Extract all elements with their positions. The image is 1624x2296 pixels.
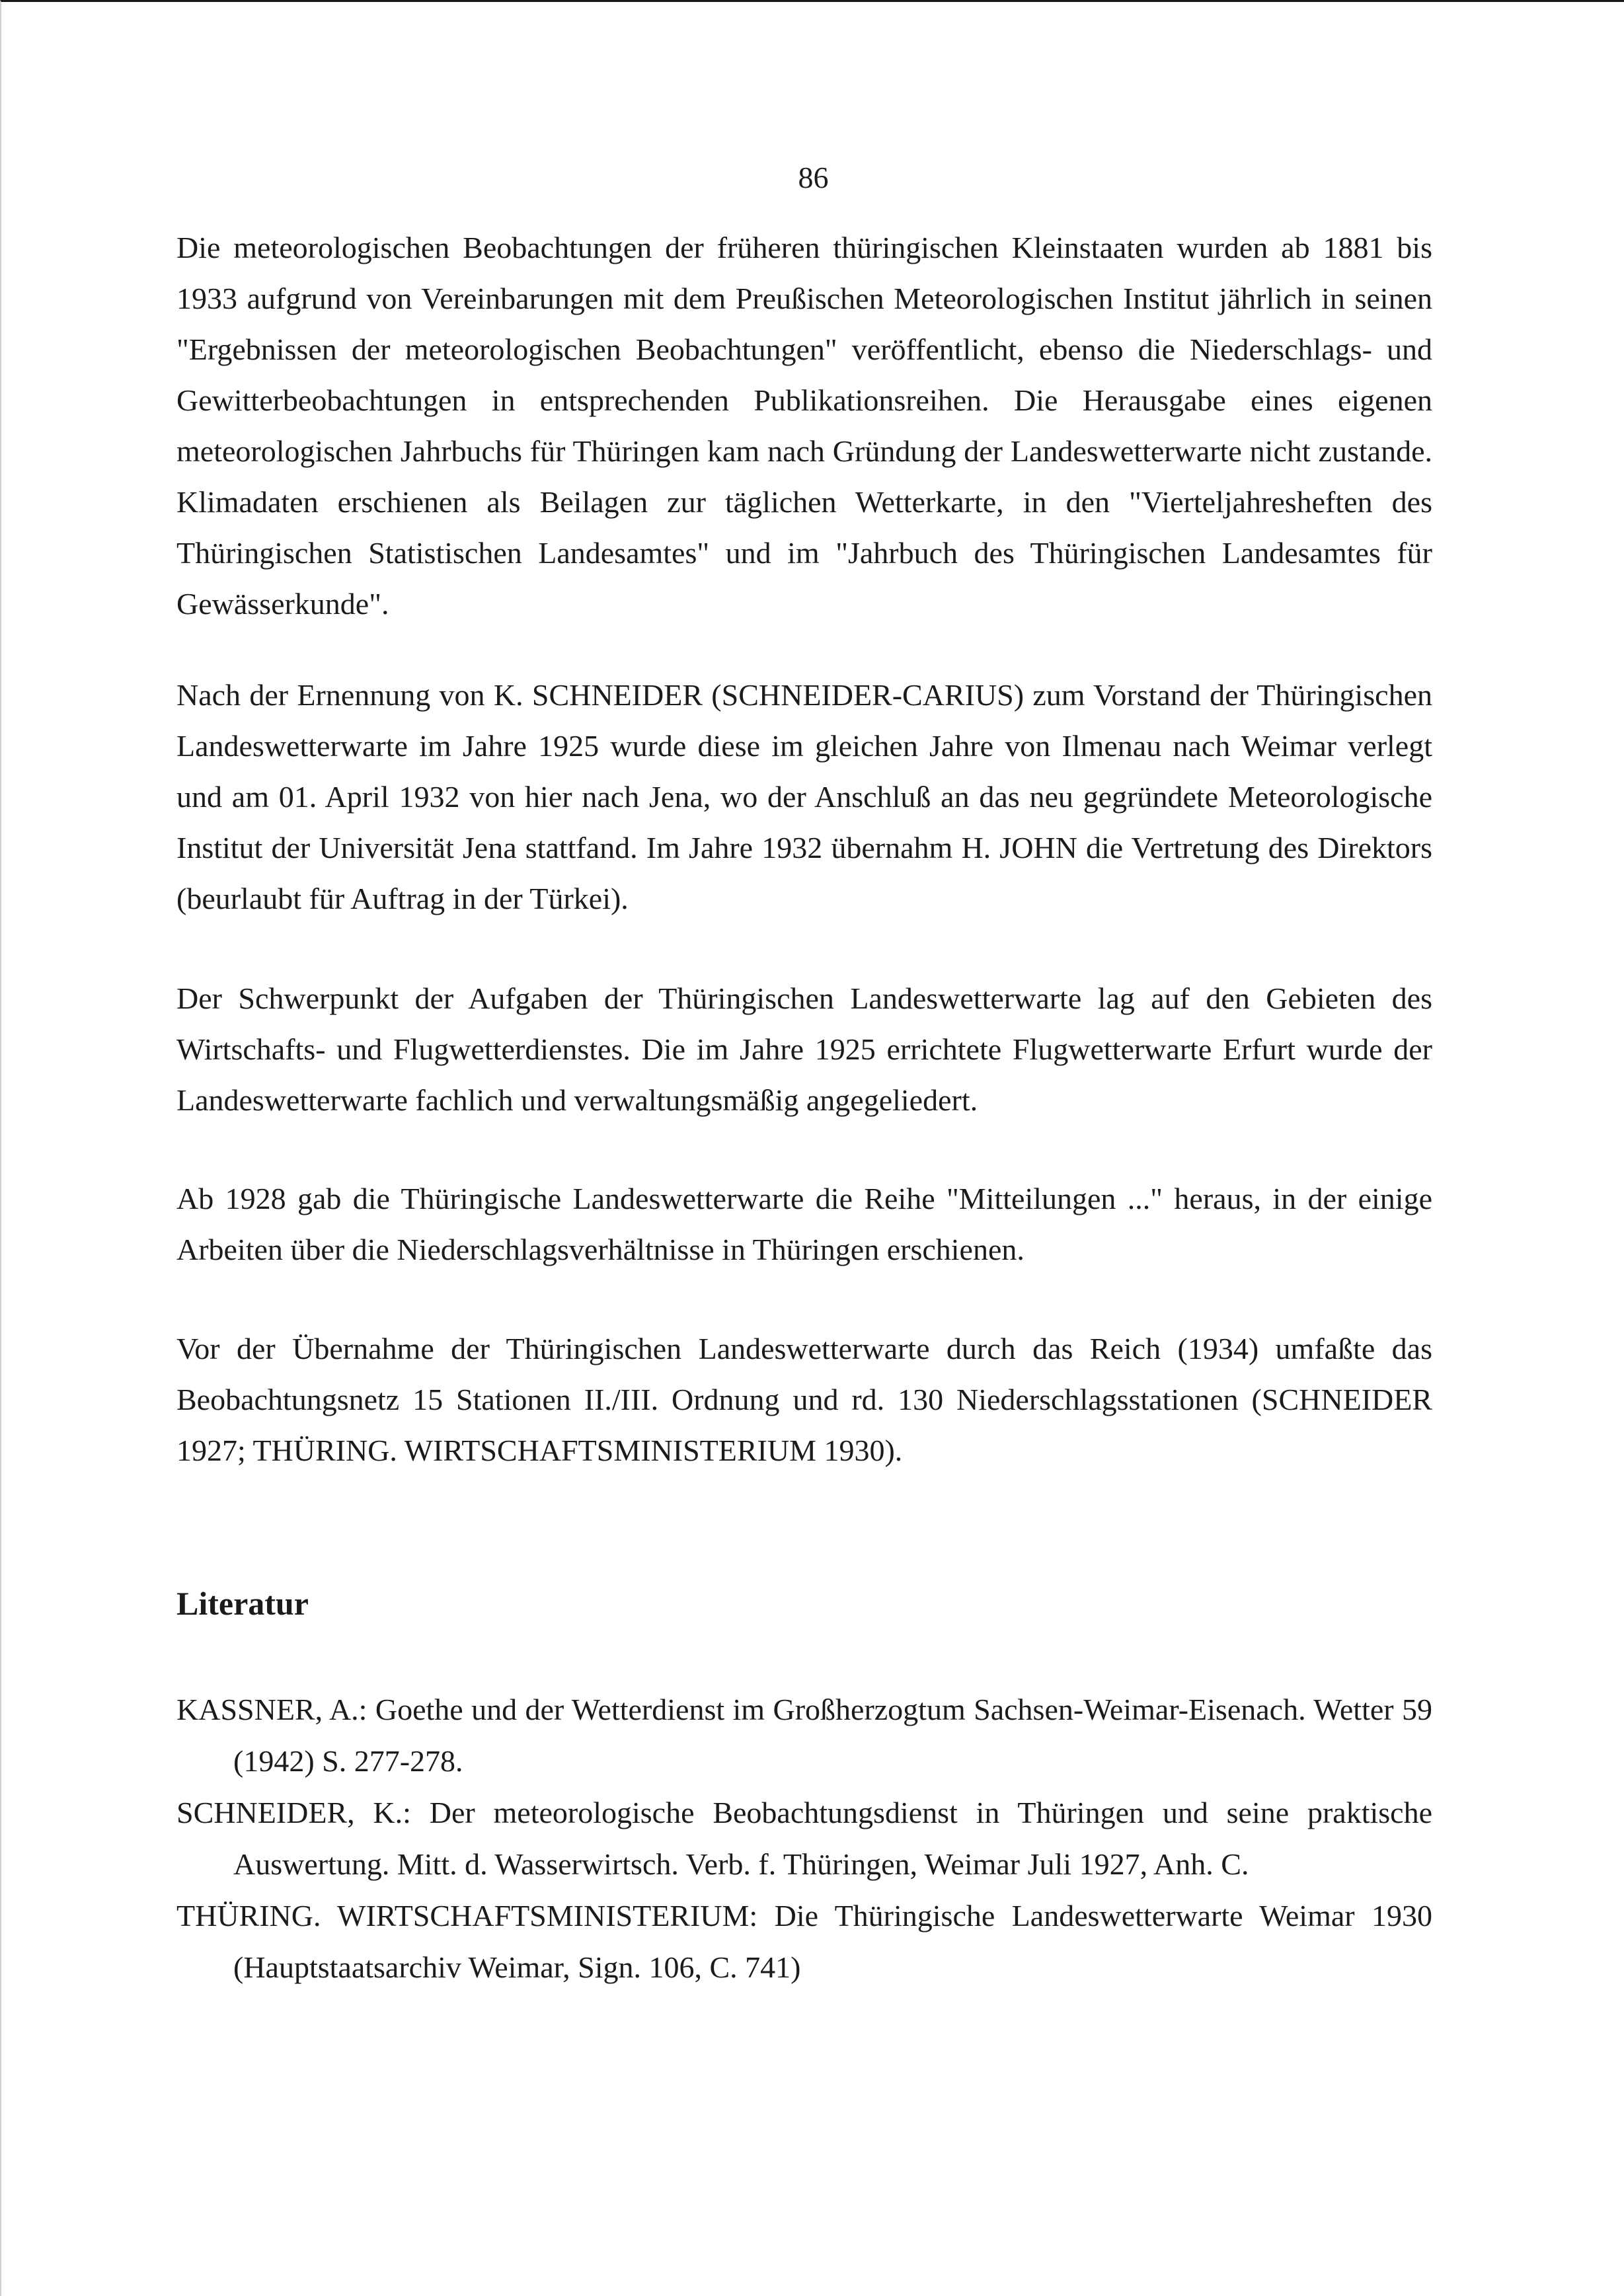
paragraph-schneider-appointment: Nach der Ernennung von K. SCHNEIDER (SCHNEIDER-CARIUS) zum Vorstand der Thüringischen Landeswetterwarte im Jahre 1925 wurde diese im gleichen Jahre von Ilmenau nach Weimar verlegt und am 01. April 1932 von hier nach Jena, wo der Anschluß an das neu gegründete Meteorologische Institut der Universität Jena stattfand. Im Jahre 1932 übernahm H. JOHN die Vertretung des Direktors (beurlaubt für Auftrag in der Türkei). [176, 678, 1432, 915]
reference-item: THÜRING. WIRTSCHAFTSMINISTERIUM: Die Thüringische Landeswetterwarte Weimar 1930 (Hauptstaatsarchiv Weimar, Sign. 106, C. 741) [176, 1899, 1432, 1984]
reference-list [176, 1684, 1432, 1993]
page-number: 86 [798, 161, 829, 194]
literature-heading: Literatur [176, 1585, 309, 1622]
paragraph-observation-network: Vor der Übernahme der Thüringischen Landeswetterwarte durch das Reich (1934) umfaßte das Beobachtungsnetz 15 Stationen II./III. Ordnung und rd. 130 Niederschlagsstationen (SCHNEIDER 1927; THÜRING. WIRTSCHAFTSMINISTERIUM 1930). [176, 1332, 1432, 1467]
paragraph-mitteilungen-series: Ab 1928 gab die Thüringische Landeswetterwarte die Reihe "Mitteilungen ..." heraus, in der einige Arbeiten über die Niederschlagsverhältnisse in Thüringen erschienen. [176, 1182, 1432, 1266]
paragraph-main-tasks: Der Schwerpunkt der Aufgaben der Thüringischen Landeswetterwarte lag auf den Gebieten des Wirtschafts- und Flugwetterdienstes. Die im Jahre 1925 errichtete Flugwetterwarte Erfurt wurde der Landeswetterwarte fachlich und verwaltungsmäßig angegeliedert. [176, 981, 1432, 1117]
paragraph-meteorological-observations: Die meteorologischen Beobachtungen der früheren thüringischen Kleinstaaten wurden ab 1881 bis 1933 aufgrund von Vereinbarungen mit dem Preußischen Meteorologischen Institut jährlich in seinen "Ergebnissen der meteorologischen Beobachtungen" veröffentlicht, ebenso die Niederschlags- und Gewitterbeobachtungen in entsprechenden Publikationsreihen. Die Herausgabe eines eigenen meteorologischen Jahrbuchs für Thüringen kam nach Gründung der Landeswetterwarte nicht zustande. Klimadaten erschienen als Beilagen zur täglichen Wetterkarte, in den "Vierteljahresheften des Thüringischen Statistischen Landesamtes" und im "Jahrbuch des Thüringischen Landesamtes für Gewässerkunde". [176, 231, 1432, 621]
reference-item: SCHNEIDER, K.: Der meteorologische Beobachtungsdienst in Thüringen und seine praktische Auswertung. Mitt. d. Wasserwirtsch. Verb. f. Thüringen, Weimar Juli 1927, Anh. C. [176, 1796, 1432, 1881]
reference-item: KASSNER, A.: Goethe und der Wetterdienst im Großherzogtum Sachsen-Weimar-Eisenach. Wetter 59 (1942) S. 277-278. [176, 1693, 1432, 1778]
